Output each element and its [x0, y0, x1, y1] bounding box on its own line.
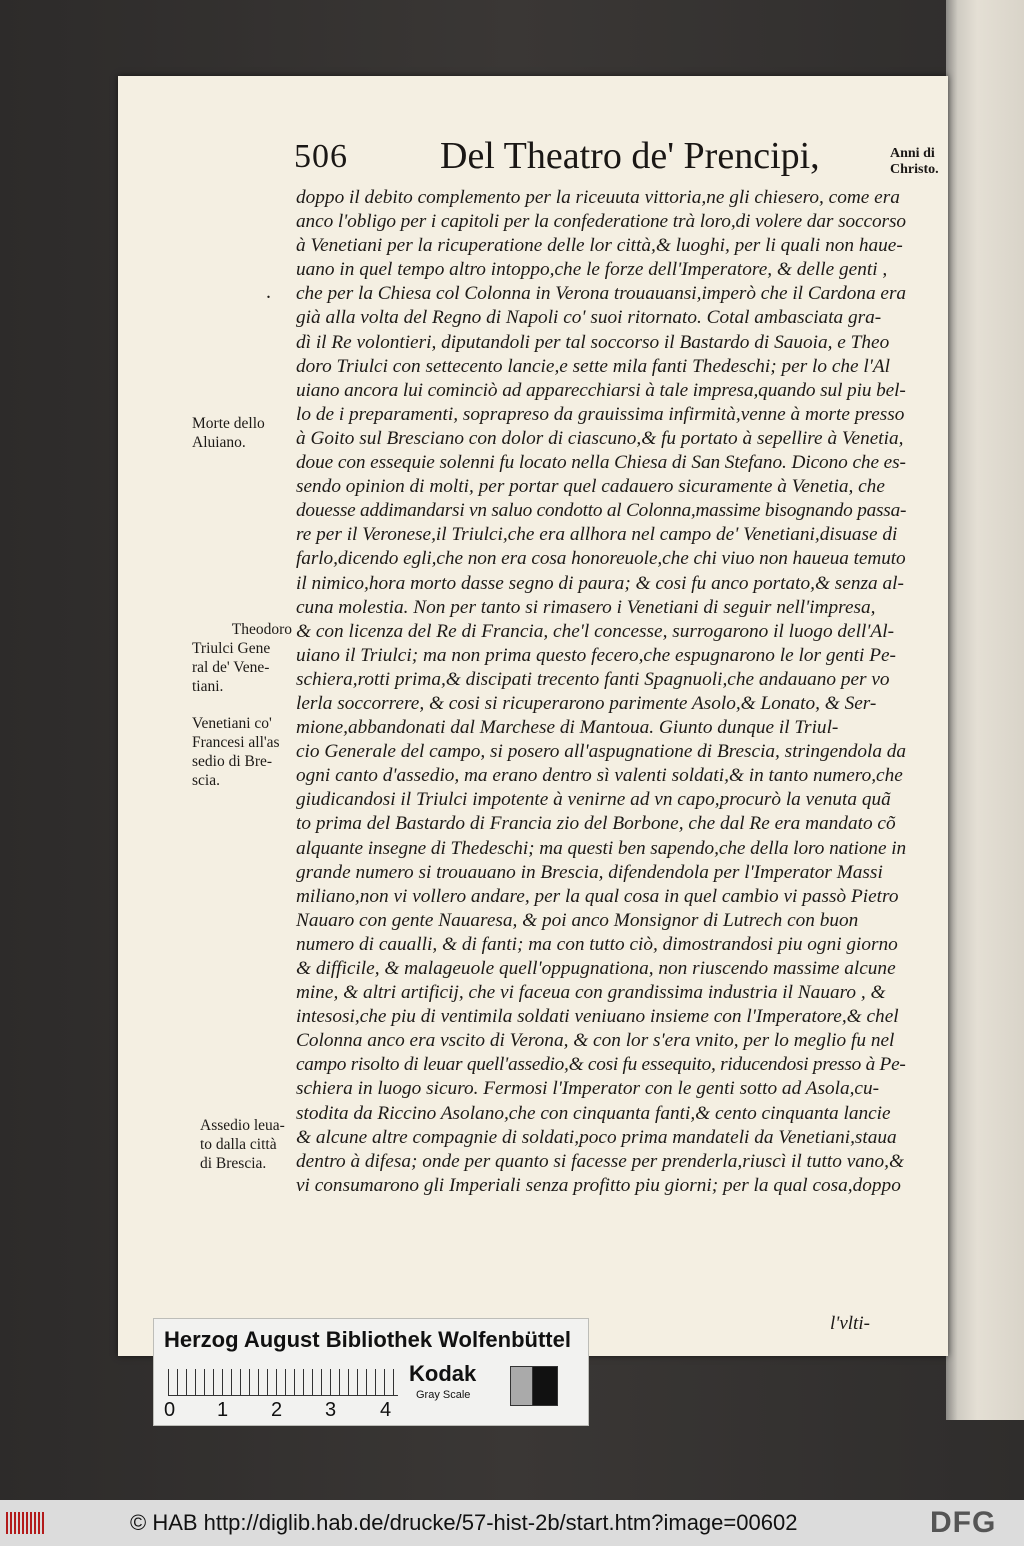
text-line: to prima del Bastardo di Francia zio del Borbone, che dal Re era mandato cõ — [296, 813, 896, 835]
margin-note-line: Aluiano. — [192, 434, 246, 451]
text-line: & alcune altre compagnie di soldati,poco prima mandateli da Venetiani,staua — [296, 1126, 897, 1148]
text-line: anco l'obligo per i capitoli per la confederatione trà loro,di volere dar soccorso — [296, 211, 906, 233]
scale-number: 0 — [164, 1399, 176, 1421]
text-line: doppo il debito complemento per la riceuuta vittoria,ne gli chiesero, come era — [296, 187, 900, 208]
scale-ruler — [168, 1369, 398, 1396]
text-line: giudicandosi il Triulci impotente à venirne ad vn capo,procurò la venuta quã — [296, 789, 891, 811]
main-text-block — [296, 186, 906, 1198]
text-line: dentro à difesa; onde per quanto si facesse per prenderla,riuscì il tutto vano,& — [296, 1150, 904, 1172]
page-number: 506 — [294, 138, 348, 175]
text-line: mine, & altri artificij, che vi faceua con grandissima industria il Nauaro , & — [296, 982, 886, 1004]
scale-number: 1 — [217, 1399, 229, 1421]
source-url[interactable]: © HAB http://diglib.hab.de/drucke/57-hist-2b/start.htm?image=00602 — [130, 1510, 798, 1535]
text-line: miliano,non vi vollero andare, per la qual cosa in quel cambio vi passò Pietro — [296, 885, 899, 907]
dfg-logo: DFG — [930, 1506, 997, 1539]
text-line: vi consumarono gli Imperiali senza profitto piu giorni; per la qual cosa,doppo — [296, 1174, 901, 1196]
text-line: re per il Veronese,il Triulci,che era allhora nel campo de' Venetiani,disuase di — [296, 524, 898, 546]
margin-note-line: to dalla città — [200, 1136, 277, 1153]
catchword: l'vlti- — [830, 1313, 870, 1334]
scale-number: 3 — [325, 1399, 337, 1421]
scale-number: 2 — [271, 1399, 283, 1421]
scale-number: 4 — [380, 1399, 392, 1421]
text-line: & difficile, & malageuole quell'oppugnationa, non riuscendo massime alcune — [296, 958, 896, 979]
margin-note-line: ral de' Vene- — [192, 659, 270, 676]
text-line: schiera in luogo sicuro. Fermosi l'Imperator con le genti sotto ad Asola,cu- — [296, 1078, 880, 1100]
gray-patch — [510, 1366, 534, 1406]
color-calibration-card — [153, 1318, 589, 1426]
text-line: il nimico,hora morto dasse segno di paura; & cosi fu anco portato,& senza al- — [296, 572, 904, 594]
adjacent-page-edge — [946, 0, 1024, 1420]
text-line: ogni canto d'assedio, ma erano dentro sì valenti soldati,& in tanto numero,che — [296, 765, 903, 787]
black-patch — [532, 1366, 558, 1406]
margin-note-line: Triulci Gene — [192, 640, 271, 657]
text-line: doro Triulci con settecento lancie,e sette mila fanti Thedeschi; per lo che l'Al — [296, 355, 891, 377]
text-line: schiera,rotti prima,& discipati trecento fanti Spagnuoli,che andauano per vo — [296, 668, 890, 690]
margin-note-line: Francesi all'as — [192, 734, 280, 751]
text-line: mione,abbandonati dal Marchese di Mantoua. Giunto dunque il Triul- — [296, 717, 839, 739]
text-line: stodita da Riccino Asolano,che con cinquanta fanti,& cento cinquanta lancie — [296, 1102, 891, 1124]
margin-note-line: Morte dello — [192, 415, 265, 432]
text-line: sendo opinion di molti, per portar quel cadauero sicuramente à Venetia, che — [296, 476, 885, 498]
margin-note-aluiano — [192, 414, 265, 452]
book-page — [118, 76, 948, 1356]
library-name: Herzog August Bibliothek Wolfenbüttel — [164, 1327, 571, 1352]
text-line: doue con essequie solenni fu locato nella Chiesa di San Stefano. Dicono che es- — [296, 452, 906, 474]
text-line: uiano ancora lui cominciò ad apparecchiarsi à tale impresa,quando sul piu bel- — [296, 379, 906, 401]
text-line: alquante insegne di Thedeschi; ma questi ben sapendo,che della loro natione in — [296, 837, 907, 859]
margin-note-line: sedio di Bre- — [192, 753, 273, 770]
page-header — [118, 132, 948, 182]
running-title: Del Theatro de' Prencipi, — [440, 135, 820, 177]
text-line: che per la Chiesa col Colonna in Verona trouauansi,imperò che il Cardona era — [296, 283, 907, 305]
margin-note-brescia-siege — [192, 714, 280, 790]
margin-note-line: di Brescia. — [200, 1155, 267, 1172]
text-line: cio Generale del campo, si posero all'aspugnatione di Brescia, stringendola da — [296, 741, 907, 763]
margin-heading — [890, 146, 948, 178]
kodak-logo: Kodak — [409, 1361, 477, 1386]
text-line: numero di caualli, & di fanti; ma con tutto ciò, dimostrandosi piu ogni giorno — [296, 933, 898, 955]
text-line: lo de i preparamenti, soprapreso da grauissima infirmità,venne à morte presso — [296, 403, 905, 425]
text-line: douesse addimandarsi vn saluo condotto al Colonna,massime bisognando passa- — [296, 500, 907, 522]
text-line: à Goito sul Bresciano con dolor di ciascuno,& fu portato à sepellire à Venetia, — [296, 427, 904, 449]
grayscale-label: Gray Scale — [416, 1389, 471, 1401]
margin-note-triulci — [192, 620, 292, 696]
text-line: grande numero si trouauano in Brescia, difendendola per l'Imperator Massi — [296, 861, 883, 883]
margin-note-line: scia. — [192, 772, 220, 789]
margin-note-line: Assedio leua- — [200, 1117, 285, 1134]
text-line: farlo,dicendo egli,che non era cosa honoreuole,che chi viuo non haueua temuto — [296, 548, 906, 570]
margin-heading-line: Christo. — [890, 162, 939, 177]
text-line: à Venetiani per la ricuperatione delle lor città,& luoghi, per li quali non haue- — [296, 235, 903, 257]
text-line: lerla soccorrere, & cosi si ricuperarono parimente Asolo,& Lonato, & Ser- — [296, 692, 877, 714]
text-line: intesosi,che piu di ventimila soldati veniuano insieme con l'Imperatore,& chel — [296, 1006, 899, 1028]
text-line: campo risolto di leuar quell'assedio,& cosi fu essequito, riducendosi presso à Pe- — [296, 1054, 906, 1076]
text-line: Nauaro con gente Nauaresa, & poi anco Monsignor di Lutrech con buon — [296, 909, 859, 931]
margin-note-line: tiani. — [192, 678, 224, 695]
text-line: Colonna anco era vscito di Verona, & con lor s'era vnito, per lo meglio fu nel — [296, 1030, 895, 1052]
viewer-footer — [0, 1500, 1024, 1546]
text-line: uiano il Triulci; ma non prima questo fecero,che espugnarono le lor genti Pe- — [296, 644, 896, 666]
text-line: cuna molestia. Non per tanto si rimasero i Venetiani di seguir nell'impresa, — [296, 596, 876, 618]
margin-mark: . — [266, 281, 271, 303]
margin-note-line: Theodoro — [231, 621, 292, 638]
margin-heading-line: Anni di — [890, 146, 935, 161]
text-line: già alla volta del Regno di Napoli co' suoi ritornato. Cotal ambasciata gra- — [296, 307, 882, 329]
text-line: uano in quel tempo altro intoppo,che le forze dell'Imperatore, & delle genti , — [296, 259, 888, 281]
margin-note-line: Venetiani co' — [192, 715, 272, 732]
text-line: dì il Re volontieri, diputandoli per tal soccorso il Bastardo di Sauoia, e Theo — [296, 331, 890, 353]
text-line: & con licenza del Re di Francia, che'l concesse, surrogarono il luogo dell'Al- — [296, 620, 894, 642]
margin-note-siege-lifted — [200, 1116, 285, 1173]
hab-logo-icon — [6, 1512, 46, 1534]
